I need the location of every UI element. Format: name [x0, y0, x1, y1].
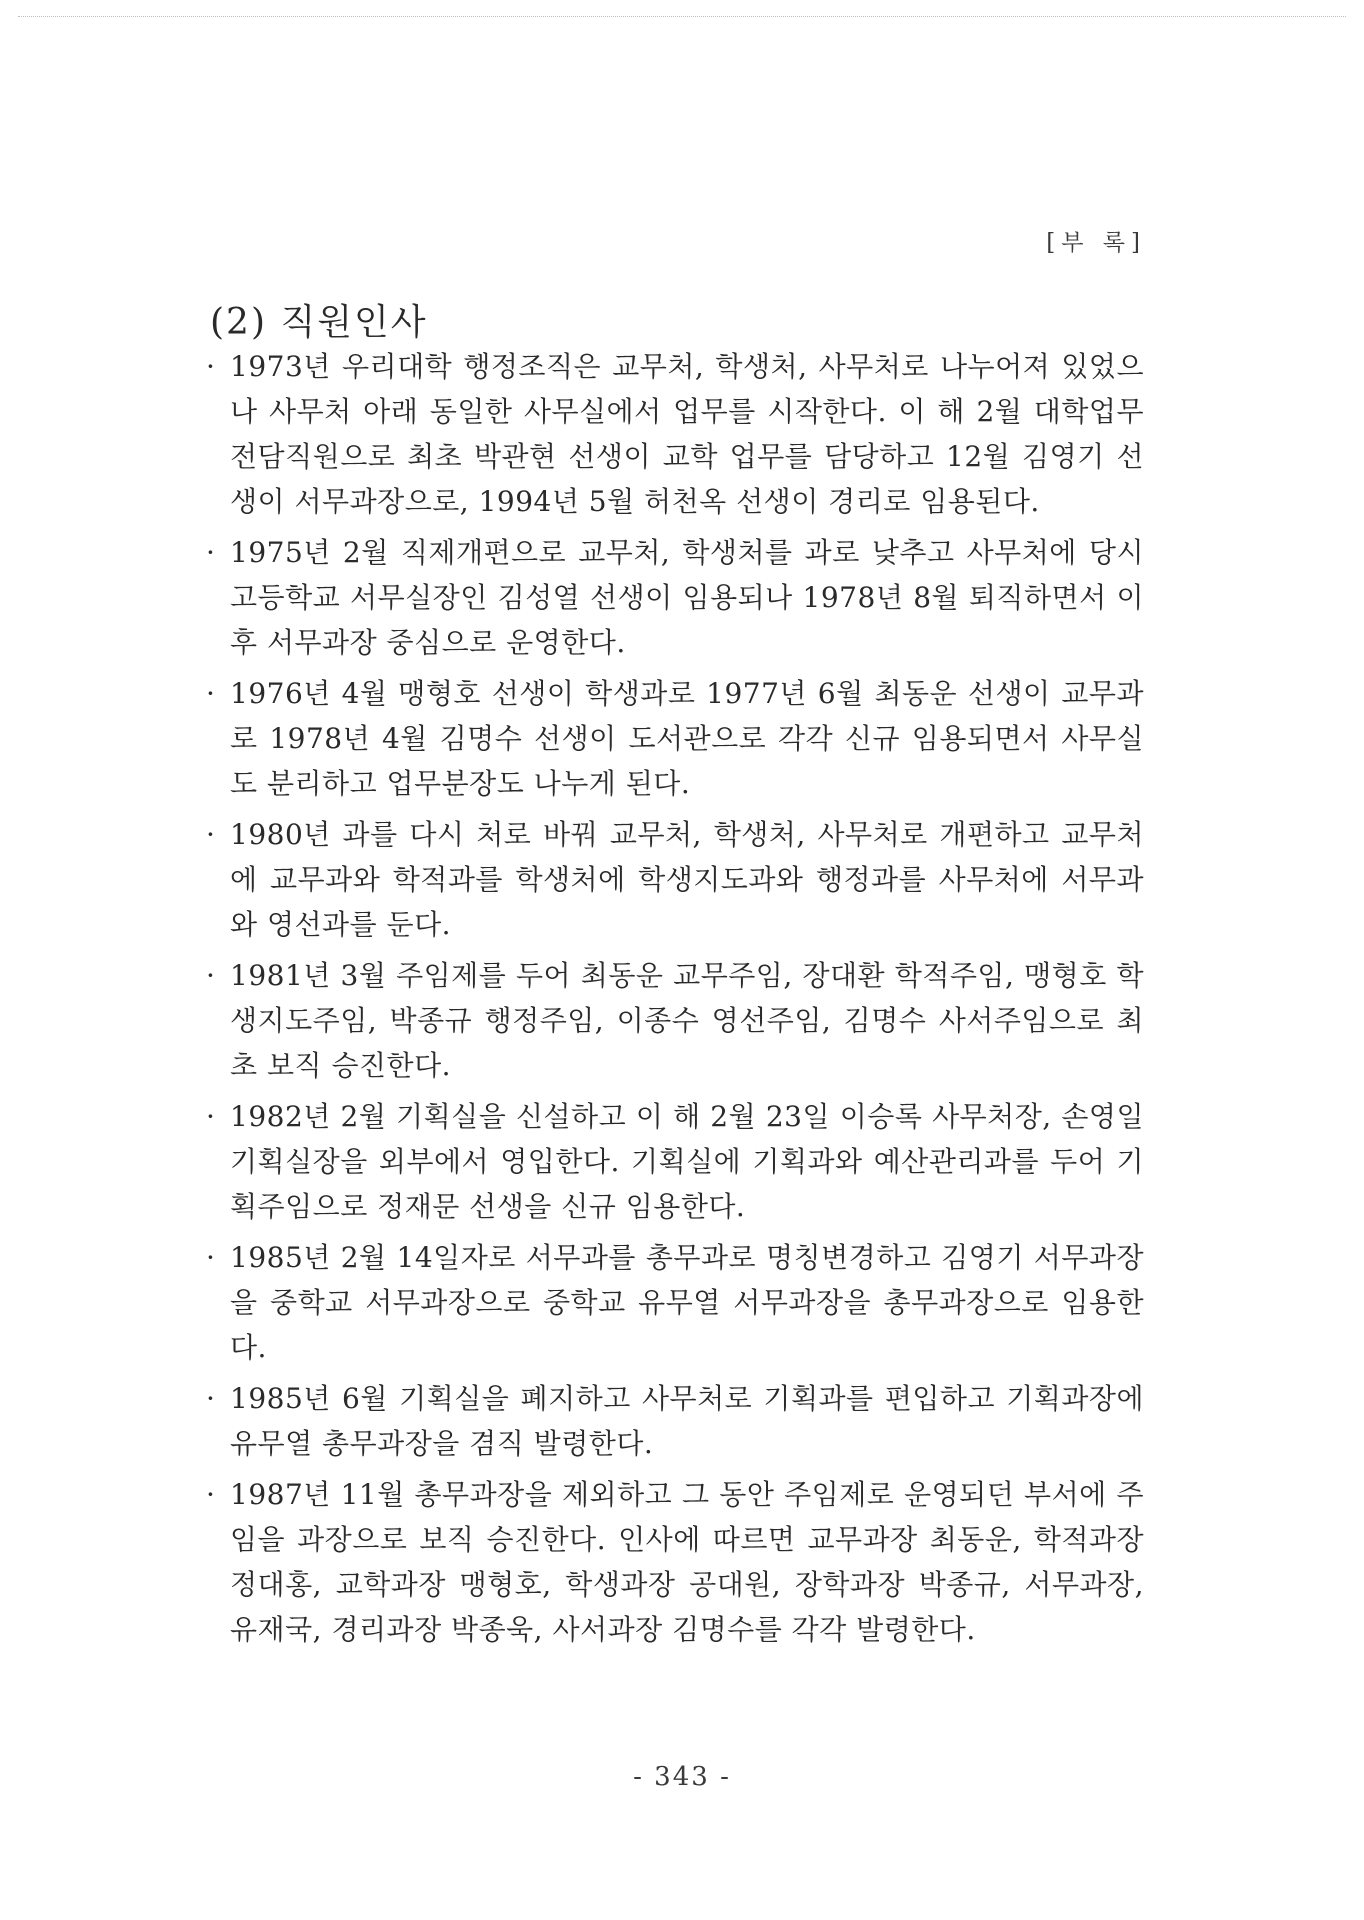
bullet-item: [204, 344, 1144, 524]
bullet-dot: ·: [206, 959, 216, 992]
bullet-dot: ·: [206, 536, 216, 569]
bullet-item-text: 1985년 2월 14일자로 서무과를 총무과로 명칭변경하고 김영기 서무과장을 중학교 서무과장으로 중학교 유무열 서무과장을 총무과장으로 임용한다.: [230, 1241, 1144, 1364]
bullet-item-text: 1973년 우리대학 행정조직은 교무처, 학생처, 사무처로 나누어져 있었으나 사무처 아래 동일한 사무실에서 업무를 시작한다. 이 해 2월 대학업무 전담직원으로 최초 박관현 선생이 교학 업무를 담당하고 12월 김영기 선생이 서무과장으로, 1994년 5월 허천옥 선생이 경리로 임용된다.: [230, 350, 1144, 518]
top-scan-rule: [18, 16, 1346, 17]
bullet-item: [204, 1472, 1144, 1652]
bullet-item-text: 1976년 4월 맹형호 선생이 학생과로 1977년 6월 최동운 선생이 교무과로 1978년 4월 김명수 선생이 도서관으로 각각 신규 임용되면서 사무실도 분리하고 업무분장도 나누게 된다.: [230, 677, 1144, 800]
bullet-dot: ·: [206, 1100, 216, 1133]
bullet-item: [204, 530, 1144, 665]
bullet-dot: ·: [206, 818, 216, 851]
bullet-item: [204, 1094, 1144, 1229]
bullet-dot: ·: [206, 1478, 216, 1511]
bullet-dot: ·: [206, 1382, 216, 1415]
bullet-dot: ·: [206, 677, 216, 710]
bullet-dot: ·: [206, 350, 216, 383]
bullet-item: [204, 671, 1144, 806]
bullet-item-text: 1985년 6월 기획실을 폐지하고 사무처로 기획과를 편입하고 기획과장에 유무열 총무과장을 겸직 발령한다.: [230, 1382, 1144, 1460]
body-content: [204, 344, 1144, 1658]
bullet-item-text: 1980년 과를 다시 처로 바꿔 교무처, 학생처, 사무처로 개편하고 교무처에 교무과와 학적과를 학생처에 학생지도과와 행정과를 사무처에 서무과와 영선과를 둔다.: [230, 818, 1144, 941]
appendix-tag: [부 록]: [1046, 230, 1146, 256]
bullet-dot: ·: [206, 1241, 216, 1274]
bullet-item-text: 1982년 2월 기획실을 신설하고 이 해 2월 23일 이승록 사무처장, 손영일 기획실장을 외부에서 영입한다. 기획실에 기획과와 예산관리과를 두어 기획주임으로 정재문 선생을 신규 임용한다.: [230, 1100, 1144, 1223]
bullet-item: [204, 1235, 1144, 1370]
bullet-item-text: 1975년 2월 직제개편으로 교무처, 학생처를 과로 낮추고 사무처에 당시 고등학교 서무실장인 김성열 선생이 임용되나 1978년 8월 퇴직하면서 이후 서무과장 중심으로 운영한다.: [230, 536, 1144, 659]
bullet-item-text: 1987년 11월 총무과장을 제외하고 그 동안 주임제로 운영되던 부서에 주임을 과장으로 보직 승진한다. 인사에 따르면 교무과장 최동운, 학적과장 정대홍, 교학과장 맹형호, 학생과장 공대원, 장학과장 박종규, 서무과장, 유재국, 경리과장 박종욱, 사서과장 김명수를 각각 발령한다.: [230, 1478, 1144, 1646]
bullet-item: [204, 953, 1144, 1088]
bullet-item: [204, 812, 1144, 947]
bullet-item-text: 1981년 3월 주임제를 두어 최동운 교무주임, 장대환 학적주임, 맹형호 학생지도주임, 박종규 행정주임, 이종수 영선주임, 김명수 사서주임으로 최초 보직 승진한다.: [230, 959, 1144, 1082]
page-number: - 343 -: [633, 1762, 731, 1792]
bullet-item: [204, 1376, 1144, 1466]
section-heading: (2) 직원인사: [210, 302, 428, 343]
